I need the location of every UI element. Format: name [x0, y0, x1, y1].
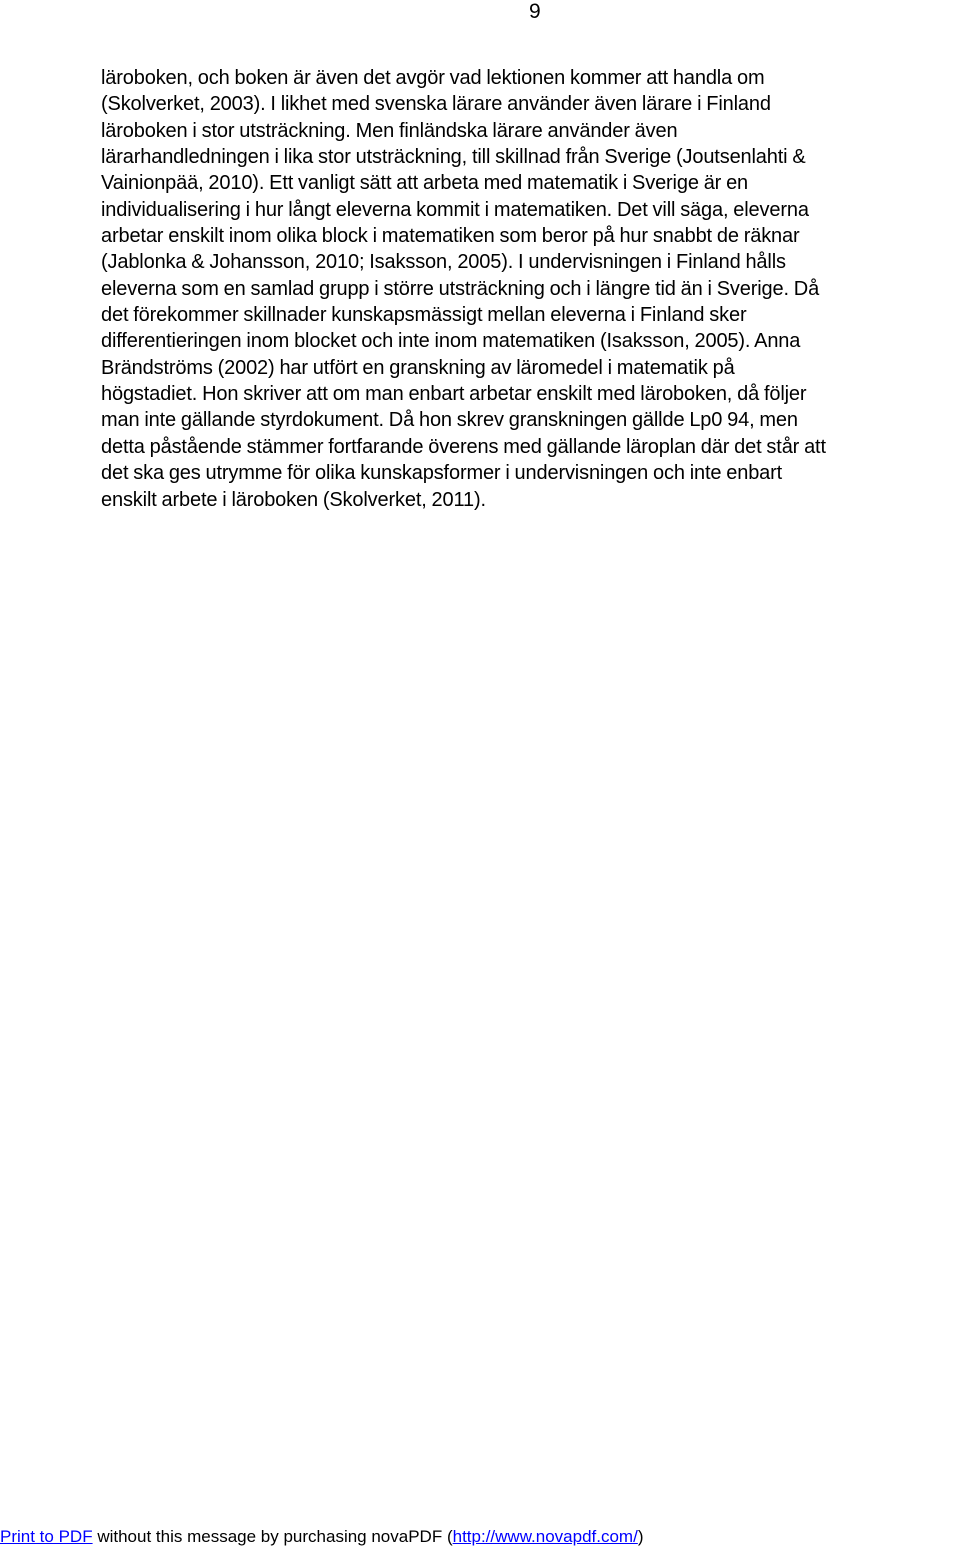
text-line: (Jablonka & Johansson, 2010; Isaksson, 2005). I undervisningen i Finland hålls: [101, 251, 786, 274]
text-line: detta påstående stämmer fortfarande överens med gällande läroplan där det står att: [101, 435, 826, 458]
footer-end-text: ): [637, 1527, 644, 1546]
novapdf-url-link[interactable]: http://www.novapdf.com/: [452, 1527, 638, 1546]
text-line: högstadiet. Hon skriver att om man enbart arbetar enskilt med läroboken, då följer: [101, 383, 807, 406]
text-line: (Skolverket, 2003). I likhet med svenska lärare använder även lärare i Finland: [101, 93, 771, 116]
text-line: det förekommer skillnader kunskapsmässigt mellan eleverna i Finland sker: [101, 304, 747, 327]
text-line: läroboken i stor utsträckning. Men finländska lärare använder även: [101, 119, 678, 142]
text-line: differentieringen inom blocket och inte inom matematiken (Isaksson, 2005). Anna: [101, 330, 801, 353]
page-number: 9: [529, 0, 541, 23]
text-line: individualisering i hur långt eleverna kommit i matematiken. Det vill säga, eleverna: [101, 198, 809, 221]
text-line: man inte gällande styrdokument. Då hon skrev granskningen gällde Lp0 94, men: [101, 409, 798, 432]
text-line: Vainionpää, 2010). Ett vanligt sätt att arbeta med matematik i Sverige är en: [101, 172, 749, 195]
text-line: arbetar enskilt inom olika block i matematiken som beror på hur snabbt de räknar: [101, 225, 800, 248]
text-line: enskilt arbete i läroboken (Skolverket, 2011).: [101, 488, 486, 511]
text-line: det ska ges utrymme för olika kunskapsformer i undervisningen och inte enbart: [101, 462, 783, 485]
footer-notice: [0, 1527, 643, 1547]
footer-middle-text: without this message by purchasing novaPDF (: [92, 1527, 453, 1546]
text-line: eleverna som en samlad grupp i större utsträckning och i längre tid än i Sverige. Då: [101, 277, 820, 300]
text-line: läroboken, och boken är även det avgör vad lektionen kommer att handla om: [101, 67, 765, 89]
body-paragraph: [101, 65, 931, 513]
print-to-pdf-link[interactable]: Print to PDF: [0, 1527, 93, 1546]
text-line: lärarhandledningen i lika stor utsträckning, till skillnad från Sverige (Joutsenlahti &: [101, 146, 806, 169]
text-line: Brändströms (2002) har utfört en granskning av läromedel i matematik på: [101, 356, 735, 379]
